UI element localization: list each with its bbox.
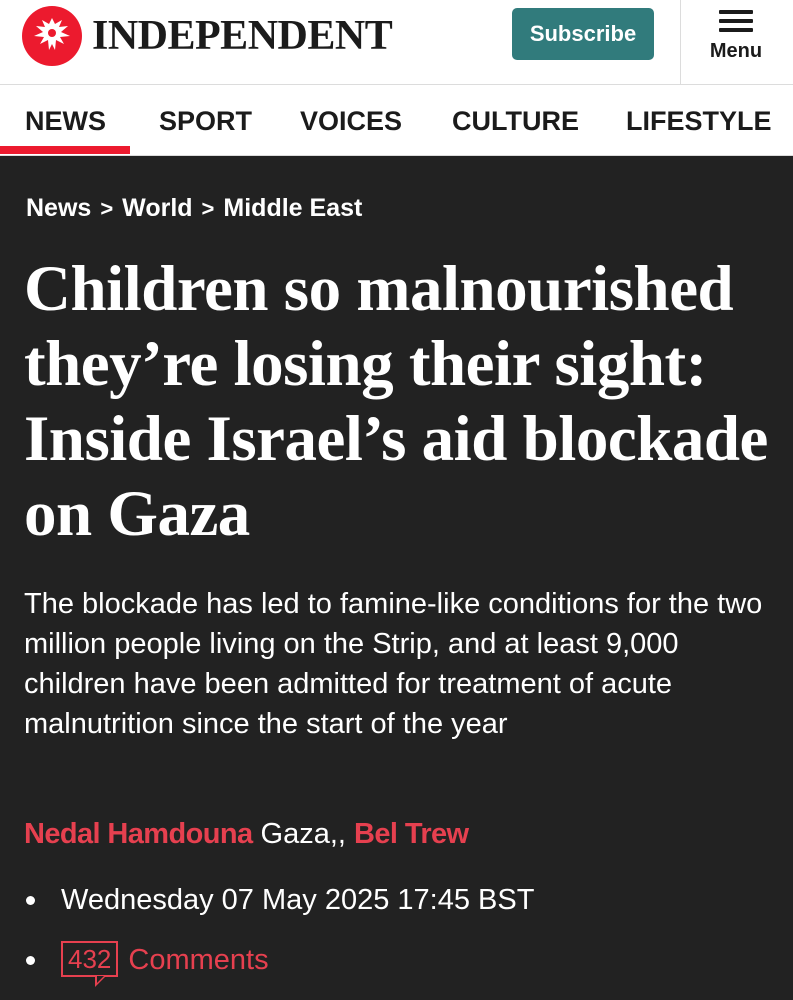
logo-wordmark: INDEPENDENT: [92, 13, 393, 59]
menu-label: Menu: [709, 40, 763, 62]
comment-count: 432: [68, 943, 112, 974]
nav-active-indicator: [0, 146, 130, 154]
eagle-logo-icon: [22, 6, 82, 66]
nav-item-news[interactable]: NEWS: [25, 105, 106, 136]
comment-count-icon: [61, 941, 118, 977]
nav-item-lifestyle[interactable]: LIFESTYLE: [626, 105, 772, 136]
breadcrumb-separator: >: [100, 195, 114, 221]
article-meta: [24, 870, 764, 990]
nav-item-sport[interactable]: SPORT: [159, 105, 253, 136]
article-standfirst: The blockade has led to famine-like conditions for the two million people living on the Strip, and at least 9,000 children have been admitted for treatment of acute malnutrition since the start of the year: [24, 588, 763, 740]
header-divider: [680, 0, 681, 85]
hamburger-icon: [719, 10, 753, 32]
nav-item-voices[interactable]: VOICES: [300, 105, 403, 136]
breadcrumb-separator: >: [201, 195, 215, 221]
author-link[interactable]: Nedal Hamdouna: [24, 818, 253, 850]
article: [0, 156, 793, 1000]
author-link[interactable]: Bel Trew: [354, 818, 469, 850]
breadcrumb: [26, 194, 362, 223]
byline: [24, 818, 469, 851]
meta-comments-row: [24, 930, 764, 990]
comments-label: Comments: [128, 943, 269, 976]
breadcrumb-news[interactable]: News: [26, 194, 92, 222]
comments-link[interactable]: [61, 943, 269, 977]
bullet-icon: [26, 956, 35, 965]
byline-location: Gaza,,: [252, 818, 355, 850]
publish-date: Wednesday 07 May 2025 17:45 BST: [61, 883, 535, 916]
subscribe-button[interactable]: Subscribe: [512, 8, 654, 60]
meta-date-row: [24, 870, 764, 930]
site-logo[interactable]: [22, 6, 392, 66]
nav-item-culture[interactable]: CULTURE: [452, 105, 579, 136]
breadcrumb-middle-east[interactable]: Middle East: [223, 194, 363, 222]
article-headline: Children so malnourished they’re losing their sight: Inside Israel’s aid blockade on Gaza: [24, 253, 768, 550]
breadcrumb-world[interactable]: World: [122, 194, 193, 222]
site-header: [0, 0, 793, 85]
menu-button[interactable]: [696, 6, 776, 70]
bullet-icon: [26, 896, 35, 905]
